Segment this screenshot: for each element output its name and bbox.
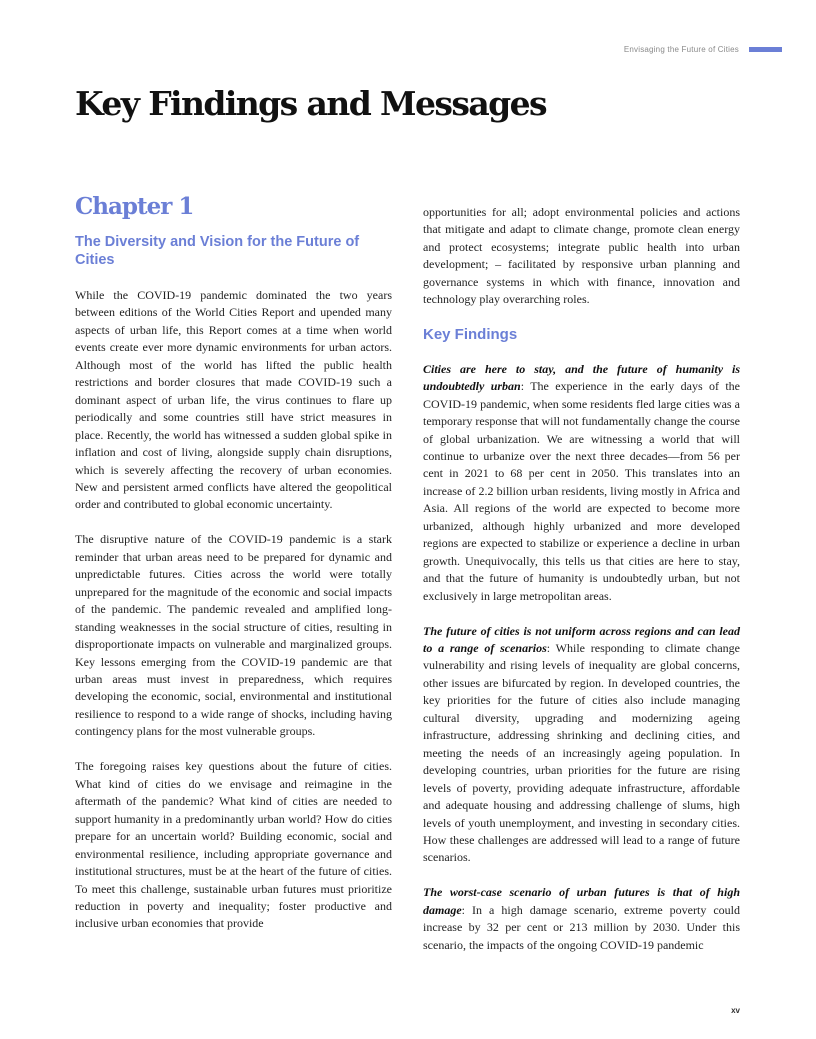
continuation-paragraph: opportunities for all; adopt environmental policies and actions that mitigate and adapt to climate change, promote clean energy and protect ecosystems; integrate public health into urban development; – facilitated by responsive urban planning and governance systems in which with finance, innovation and technology play overarching roles.: [423, 205, 740, 307]
page-number: xv: [731, 1006, 740, 1015]
finding-text: : In a high damage scenario, extreme poverty could increase by 32 per cent or 213 million by 2030. Under this scenario, the impacts of the ongoing COVID-19 pandemic: [423, 902, 740, 952]
finding-paragraph: [423, 884, 740, 954]
running-header-title: Envisaging the Future of Cities: [623, 45, 739, 54]
chapter-subtitle: The Diversity and Vision for the Future of Cities: [75, 234, 360, 268]
body-paragraph: The disruptive nature of the COVID-19 pandemic is a stark reminder that urban areas need to be prepared for dynamic and unpredictable futures. Cities across the world were totally unprepared for the magnitude of the economic and social impacts of the pandemic. The pandemic revealed and amplified long-standing weaknesses in the social structure of cities, resulting in disproportionate impacts on vulnerable and marginalized groups. Key lessons emerging from the COVID-19 pandemic are that urban areas must invest in preparedness, which requires developing the economic, social, environmental and institutional resilience to respond to a wide range of shocks, including having contingency plans for the most vulnerable groups.: [75, 532, 392, 739]
body-paragraph: While the COVID-19 pandemic dominated the two years between editions of the World Cities Report and upended many aspects of urban life, this Report comes at a time when world events create ever more dynamic environments for urban actors. Although most of the world has lifted the public health restrictions and border closures that made COVID-19 such a dominant aspect of urban life, the virus continues to flare up periodically and some countries still have strict measures in place. Recently, the world has witnessed a sudden global spike in inflation and cost of living, alongside supply chain disruptions, which is severely affecting the recovery of urban economies. New and persistent armed conflicts have altered the geopolitical order and contributed to global economic uncertainty.: [75, 288, 392, 512]
body-paragraph: The foregoing raises key questions about the future of cities. What kind of cities do we envisage and reimagine in the aftermath of the pandemic? What kind of cities are needed to support humanity in a predominantly urban world? How do cities prepare for an uncertain world? Building economic, social and environmental resilience, including appropriate governance and institutional structures, must be at the heart of the future of cities. To meet this challenge, sustainable urban futures must prioritize reduction in poverty and inequality; foster productive and inclusive urban economies that provide: [75, 759, 392, 931]
finding-lead: The worst-case scenario of urban futures is that of high damage: [423, 885, 740, 917]
running-header: [624, 45, 782, 54]
finding-text: : The experience in the early days of the COVID-19 pandemic, when some residents fled large cities was a temporary response that will not fundamentally change the course of global urbanization. We are witnessing a world that will continue to urbanize over the next three decades—from 56 per cent in 2021 to 68 per cent in 2050. This translates into an increase of 2.2 billion urban residents, living mostly in Africa and Asia. All regions of the world are expected to become more urbanized, although highly urbanized and more developed regions are expected to stabilize or experience a decline in urban growth. Unequivocally, this tells us that cities are here to stay, and that the future of humanity is undoubtedly urban, but not exclusively in large metropolitan areas.: [423, 379, 741, 603]
finding-paragraph: [423, 623, 740, 867]
finding-lead: Cities are here to stay, and the future of humanity is undoubtedly urban: [423, 361, 740, 394]
finding-text: : While responding to climate change vulnerability and rising levels of inequality are global concerns, other issues are bifurcated by region. In developed countries, the key priorities for the future of cities also include managing cultural diversity, upgrading and modernizing ageing infrastructure, addressing shrinking and declining cities, and meeting the needs of an increasingly ageing population. In developing countries, urban priorities for the future are rising levels of poverty, providing adequate infrastructure, affordable and adequate housing and addressing challenge of slums, high levels of youth unemployment, and investing in secondary cities. How these challenges are addressed will lead to a range of future scenarios.: [423, 641, 741, 865]
key-findings-heading: Key Findings: [423, 325, 518, 343]
finding-paragraph: [423, 361, 740, 605]
right-column: [423, 204, 740, 954]
header-accent-bar: [749, 47, 782, 52]
chapter-title: Chapter 1: [75, 193, 194, 220]
left-column: [75, 192, 392, 933]
finding-lead: The future of cities is not uniform across regions and can lead to a range of scenarios: [423, 623, 740, 656]
page-title: Key Findings and Messages: [75, 84, 546, 123]
